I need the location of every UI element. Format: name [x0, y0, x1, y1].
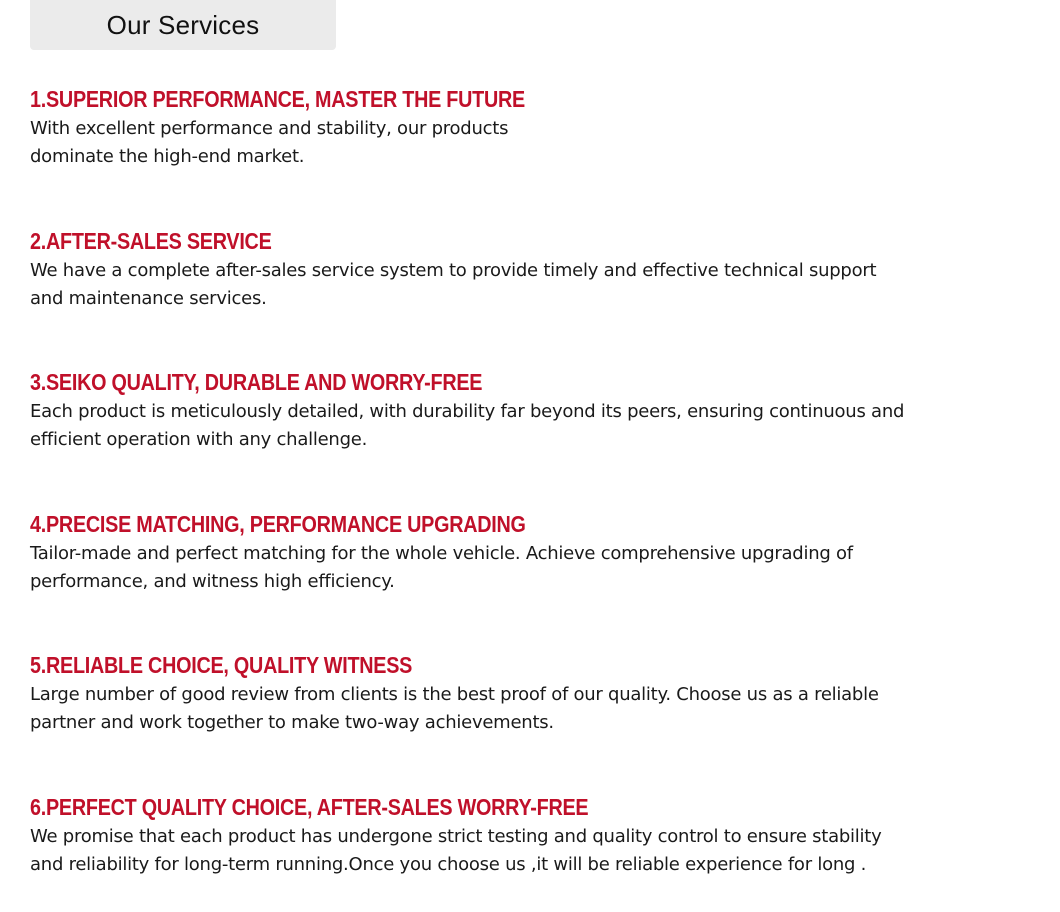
section-description: We promise that each product has undergone strict testing and quality control to ensure stability and reliability for long-term running.Once you choose us ,it will be reliable experience for long . — [30, 826, 882, 875]
section-title: 6.PERFECT QUALITY CHOICE, AFTER-SALES WORRY-FREE — [30, 794, 589, 820]
section-title: 1.SUPERIOR PERFORMANCE, MASTER THE FUTURE — [30, 86, 525, 112]
section-description: We have a complete after-sales service system to provide timely and effective technical support and maintenance services. — [30, 260, 877, 309]
service-section-6 — [30, 793, 1030, 879]
service-section-3 — [30, 368, 1030, 454]
service-section-2 — [30, 227, 1030, 313]
section-description: Tailor-made and perfect matching for the whole vehicle. Achieve comprehensive upgrading of performance, and witness high efficiency. — [30, 543, 853, 592]
section-title: 5.RELIABLE CHOICE, QUALITY WITNESS — [30, 652, 413, 678]
page-title: Our Services — [106, 9, 260, 40]
page-title-box — [30, 0, 336, 50]
section-description: With excellent performance and stability, our products dominate the high-end market. — [30, 118, 509, 167]
section-title: 2.AFTER-SALES SERVICE — [30, 228, 272, 254]
section-description: Large number of good review from clients is the best proof of our quality. Choose us as a reliable partner and work together to make two-way achievements. — [30, 684, 879, 733]
section-description: Each product is meticulously detailed, with durability far beyond its peers, ensuring continuous and efficient operation with any challenge. — [30, 401, 905, 450]
service-section-1 — [30, 85, 1030, 171]
section-title: 4.PRECISE MATCHING, PERFORMANCE UPGRADING — [30, 511, 526, 537]
section-title: 3.SEIKO QUALITY, DURABLE AND WORRY-FREE — [30, 369, 483, 395]
service-section-5 — [30, 651, 1030, 737]
service-section-4 — [30, 510, 1030, 596]
